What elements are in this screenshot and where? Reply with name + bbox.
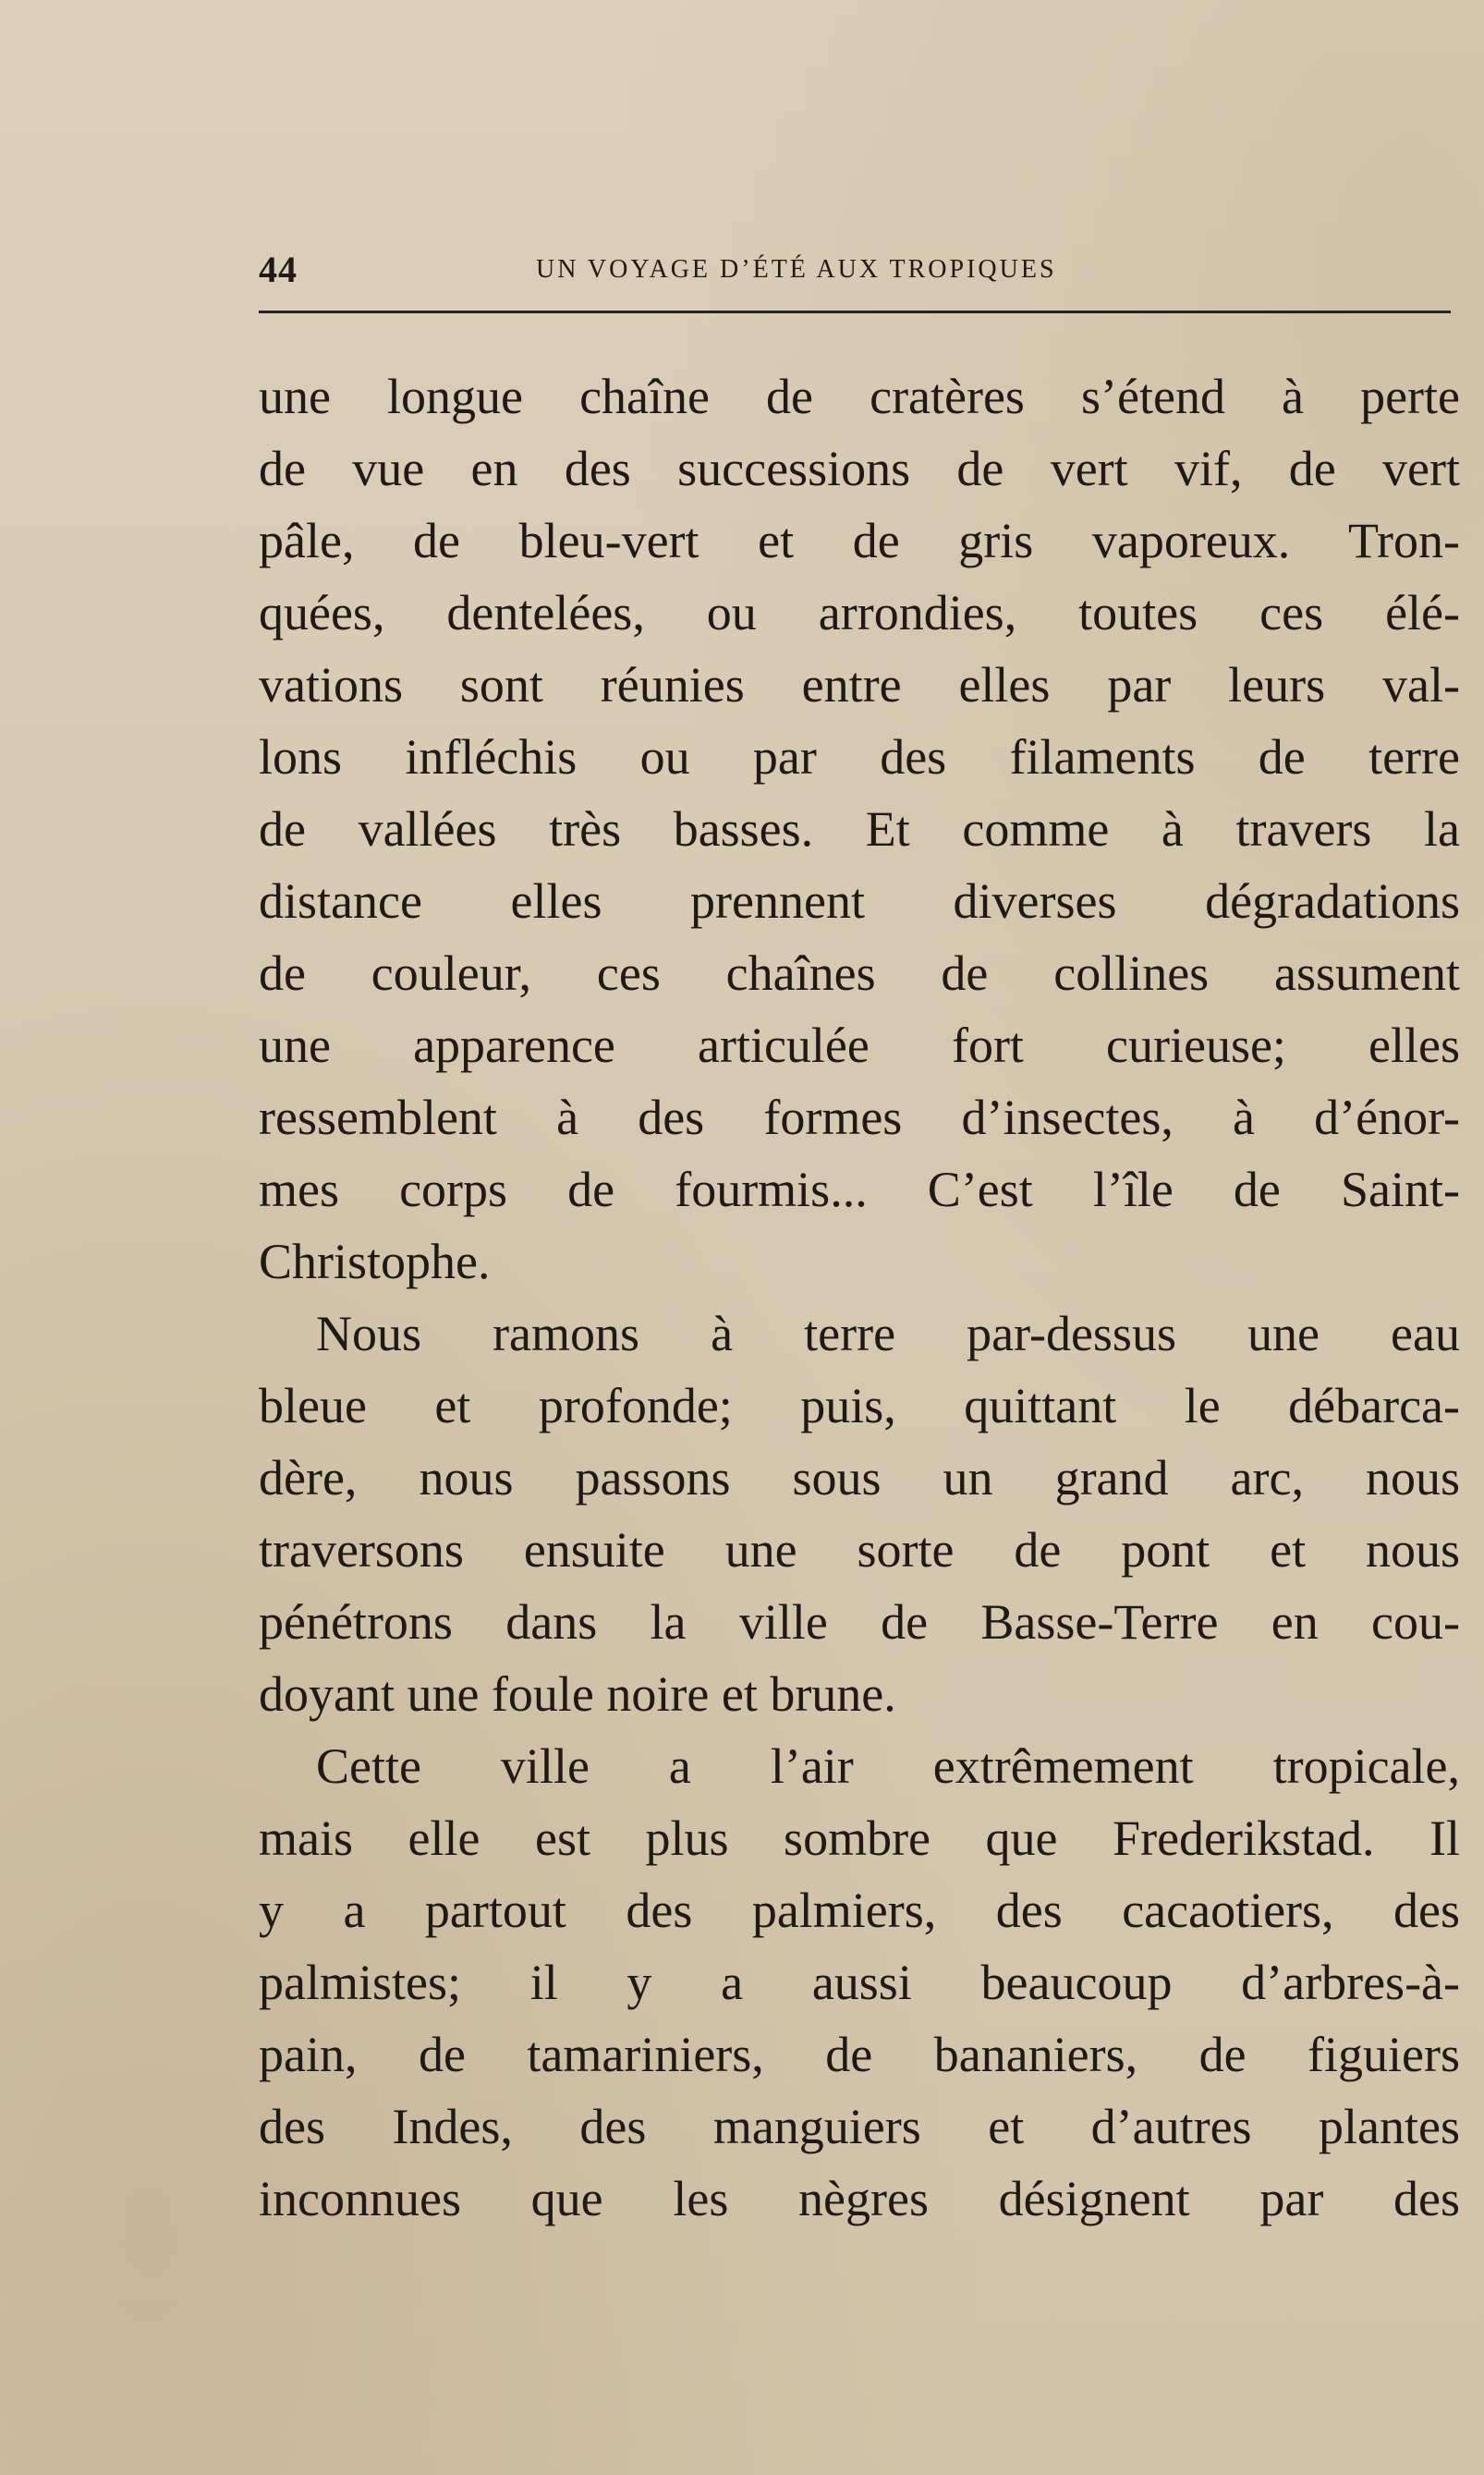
text-line: pâle, de bleu-vert et de gris vaporeux. Tron-	[259, 513, 1460, 568]
text-line: ressemblent à des formes d’insectes, à d’énor-	[259, 1090, 1460, 1145]
text-line: mes corps de fourmis... C’est l’île de Saint-	[259, 1162, 1460, 1217]
text-line: de couleur, ces chaînes de collines assument	[259, 945, 1460, 1001]
running-title: UN VOYAGE D’ÉTÉ AUX TROPIQUES	[536, 255, 1057, 284]
text-line: distance elles prennent diverses dégradations	[259, 873, 1460, 929]
page-header	[259, 242, 1451, 298]
text-line: y a partout des palmiers, des cacaotiers, des	[259, 1883, 1460, 1938]
text-line: Christophe.	[259, 1234, 491, 1289]
text-line: pénétrons dans la ville de Basse-Terre en cou-	[259, 1594, 1460, 1650]
text-line: bleue et profonde; puis, quittant le débarca-	[259, 1378, 1460, 1433]
body-text	[259, 360, 1460, 2235]
text-line: une apparence articulée fort curieuse; elles	[259, 1018, 1460, 1073]
text-line: des Indes, des manguiers et d’autres plantes	[259, 2099, 1460, 2154]
text-line: vations sont réunies entre elles par leurs val-	[259, 657, 1460, 713]
text-line: Cette ville a l’air extrêmement tropicale,	[316, 1738, 1460, 1794]
text-line: de vallées très basses. Et comme à travers la	[259, 801, 1460, 857]
text-line: pain, de tamariniers, de bananiers, de figuiers	[259, 2027, 1460, 2082]
header-rule	[259, 311, 1451, 313]
text-line: traversons ensuite une sorte de pont et nous	[259, 1522, 1460, 1578]
page-number: 44	[259, 249, 298, 290]
text-line: doyant une foule noire et brune.	[259, 1666, 896, 1722]
text-line: Nous ramons à terre par-dessus une eau	[316, 1306, 1460, 1361]
text-line: dère, nous passons sous un grand arc, nous	[259, 1450, 1460, 1506]
text-line: palmistes; il y a aussi beaucoup d’arbres-à-	[259, 1955, 1460, 2010]
text-line: lons infléchis ou par des filaments de terre	[259, 729, 1460, 785]
text-line: une longue chaîne de cratères s’étend à perte	[259, 369, 1460, 424]
text-line: de vue en des successions de vert vif, de vert	[259, 441, 1460, 496]
text-line: mais elle est plus sombre que Frederikstad. Il	[259, 1811, 1460, 1866]
text-line: quées, dentelées, ou arrondies, toutes ces élé-	[259, 585, 1460, 640]
text-line: inconnues que les nègres désignent par des	[259, 2171, 1460, 2226]
